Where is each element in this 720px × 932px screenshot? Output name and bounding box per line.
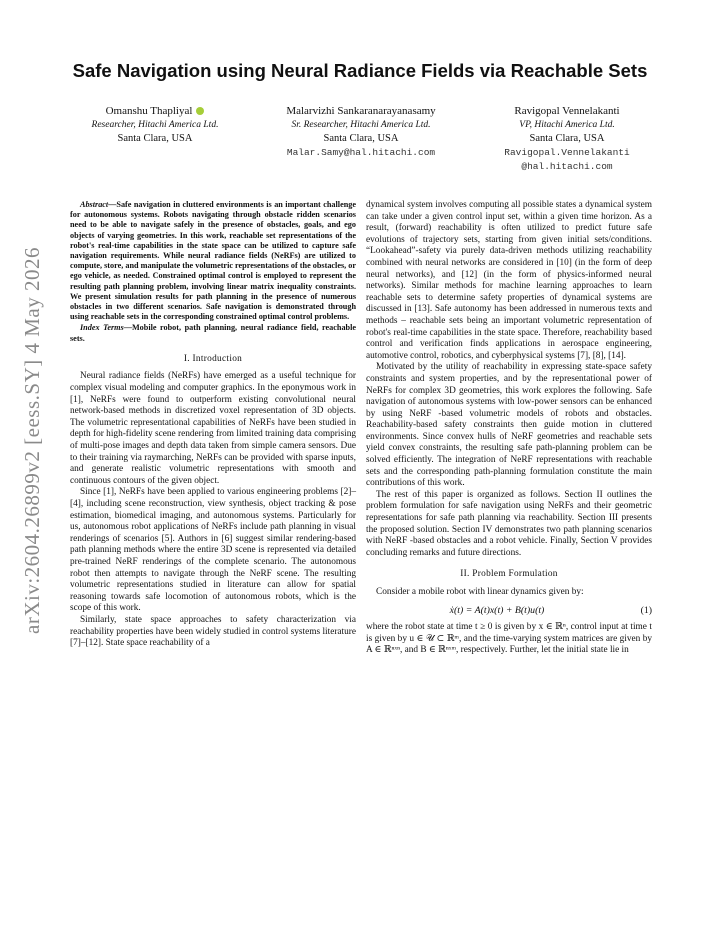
author-2-role: Sr. Researcher, Hitachi America Ltd. — [291, 120, 431, 130]
author-1 — [60, 104, 250, 146]
intro-paragraph: Since [1], NeRFs have been applied to various engineering problems [2]–[4], including scene reconstruction, view synthesis, object tracking & pose estimation, biomedical imaging, and autonomous systems. Particularly for us, autonomous robot applications of NeRFs include path planning in visual renderings of scenarios [5]. Authors in [6] suggest similar rendering-based path planning methods where the entire 3D scene is represented via detailed pre-trained NeRF renderings of the complete scenario. The autonomous robot then attempts to navigate through the NeRF scene. The resulting volumetric representations studied in literature can allow for spatial reasoning towards safe locomotion of autonomous robots, which is the scope of this work. — [70, 487, 356, 614]
arxiv-identifier-text: arXiv:2604.26899v2 [eess.SY] 4 May 2026 — [19, 246, 44, 634]
index-terms-text: Mobile robot, path planning, neural radiance field, reachable sets. — [70, 323, 357, 343]
orcid-icon[interactable] — [196, 107, 204, 115]
abstract-lead: Abstract— — [80, 200, 117, 209]
author-3-name: Ravigopal Vennelakanti — [514, 105, 620, 117]
author-block — [60, 104, 660, 184]
author-2-name: Malarvizhi Sankaranarayanasamy — [286, 105, 436, 117]
author-3-email-line1: Ravigopal.Vennelakanti — [504, 147, 630, 158]
author-2-email: Malar.Samy@hal.hitachi.com — [286, 147, 436, 158]
body-paragraph: The rest of this paper is organized as follows. Section II outlines the problem formulation for safe navigation using NeRFs and their geometric representations for safe path planning via reachability. Section III presents the proposed solution. Section IV demonstrates two path planning scenarios with NeRF -based obstacles and a robot vehicle. Finally, Section V provides concluding remarks and future directions. — [366, 489, 652, 558]
right-column — [366, 200, 652, 657]
author-3 — [472, 104, 662, 174]
abstract-text: Safe navigation in cluttered environments is an important challenge for autonomous systems. Robots navigating through obstacle ridden scenarios need to be able to navigate safely in the presence of obstacles, goals, and ego objects of varying geometries. In this work, reachable set representations of the robot's real-time capabilities in the state space can be utilized to capture safe navigation requirements. While neural radiance fields (NeRFs) are utilized to compute, store, and manipulate the volumetric representations of the obstacles, or ego vehicle, as needed. Constrained optimal control is employed to represent the resulting path planning problem, involving linear matrix inequality constraints. We present simulation results for path planning in the presence of numerous obstacles in two different scenarios. Safe navigation is demonstrated through using reachable sets in the corresponding constrained optimal control problems. — [70, 200, 356, 322]
author-3-role: VP, Hitachi America Ltd. — [519, 120, 615, 130]
section-heading-problem-formulation: II. Problem Formulation — [460, 569, 558, 580]
author-2 — [256, 104, 466, 160]
author-2-location: Santa Clara, USA — [323, 133, 399, 144]
arxiv-identifier — [8, 246, 56, 634]
intro-paragraph: Neural radiance fields (NeRFs) have emerged as a useful technique for complex visual modeling and computer graphics. In the eponymous work in [1], NeRFs were found to outperform existing convolutional neural network-based methods in discretized voxel representation of 3D objects. The volumetric representational capabilities of NeRFs have been studied in depth for high-fidelity scene rendering from limited training data comprising of multi-pose images and depth data taken from simple camera sensors. Due to their training via raymarching, NeRFs can be provided with sparse inputs, and generate realistic volumetric representations with smooth and continuous contours of the given object. — [70, 371, 356, 486]
author-3-email-line2: @hal.hitachi.com — [521, 161, 613, 172]
section-heading-introduction: I. Introduction — [183, 353, 243, 364]
body-paragraph: dynamical system involves computing all possible states a dynamical system can take under a given control input set, within a given time horizon. As a result, (forward) reachability is often utilized to predict future safe evolutions of trajectory sets, starting from given initial sets/conditions. “Lookahead”-safety via purely data-driven methods utilizing reachability combined with neural networks are considered in [10] (in the form of deep neural networks), and [12] (in the form of physics-informed neural networks). Similar methods for machine learning approaches to learn reachable sets to determine safety properties of dynamical systems are discussed in [13]. Safe autonomy has been addressed in numerous texts and methods – reachable sets being an important volumetric representation of robot's real-time capabilities in the state space. Therefore, reachability based control and verification finds applications in aerospace engineering, automotive control, robotics, and cyberphysical systems [7], [8], [14]. — [366, 200, 652, 361]
problem-intro: Consider a mobile robot with linear dynamics given by: — [376, 587, 584, 597]
equation-body: ẋ(t) = A(t)x(t) + B(t)u(t) — [449, 604, 545, 616]
problem-body: where the robot state at time t ≥ 0 is given by x ∈ ℝⁿ, control input at time t is given by u ∈ 𝒰 ⊂ ℝᵐ, and the time-varying system matrices are given by A ∈ ℝⁿˣⁿ, and B ∈ ℝⁿˣᵐ, respectively. Further, let the initial state lie in — [366, 622, 652, 656]
index-terms-lead: Index Terms— — [80, 323, 132, 333]
left-column — [70, 200, 356, 650]
equation-1 — [366, 605, 652, 617]
index-terms — [70, 323, 356, 343]
author-1-name-row — [60, 104, 250, 118]
author-3-location: Santa Clara, USA — [529, 133, 605, 144]
intro-paragraph: Similarly, state space approaches to safety characterization via reachability properties have been widely studied in control systems literature [7]–[12]. State space reachability of a — [70, 614, 356, 649]
author-1-role: Researcher, Hitachi America Ltd. — [91, 120, 219, 130]
author-1-location: Santa Clara, USA — [117, 133, 193, 144]
abstract — [70, 200, 356, 322]
paper-title: Safe Navigation using Neural Radiance Fields via Reachable Sets — [72, 60, 648, 81]
body-paragraph: Motivated by the utility of reachability in expressing state-space safety constraints and system properties, and by the representational power of NeRFs for complex 3D geometries, this work explores the following. Safe navigation of autonomous systems with low-power sensors can be enhanced by using NeRF -based volumetric models of robots and obstacles. Reachability-based safety constraints then guide motion in cluttered environments. Since convex hulls of NeRF geometries and reachable sets yield convex constraints, the resulting safe path-planning problem can be solved efficiently. The integration of NeRF representations with reachable sets and the corresponding path-planning formulation constitute the main contributions of this work. — [366, 362, 652, 489]
author-1-name: Omanshu Thapliyal — [105, 105, 193, 117]
equation-number: (1) — [640, 604, 652, 616]
